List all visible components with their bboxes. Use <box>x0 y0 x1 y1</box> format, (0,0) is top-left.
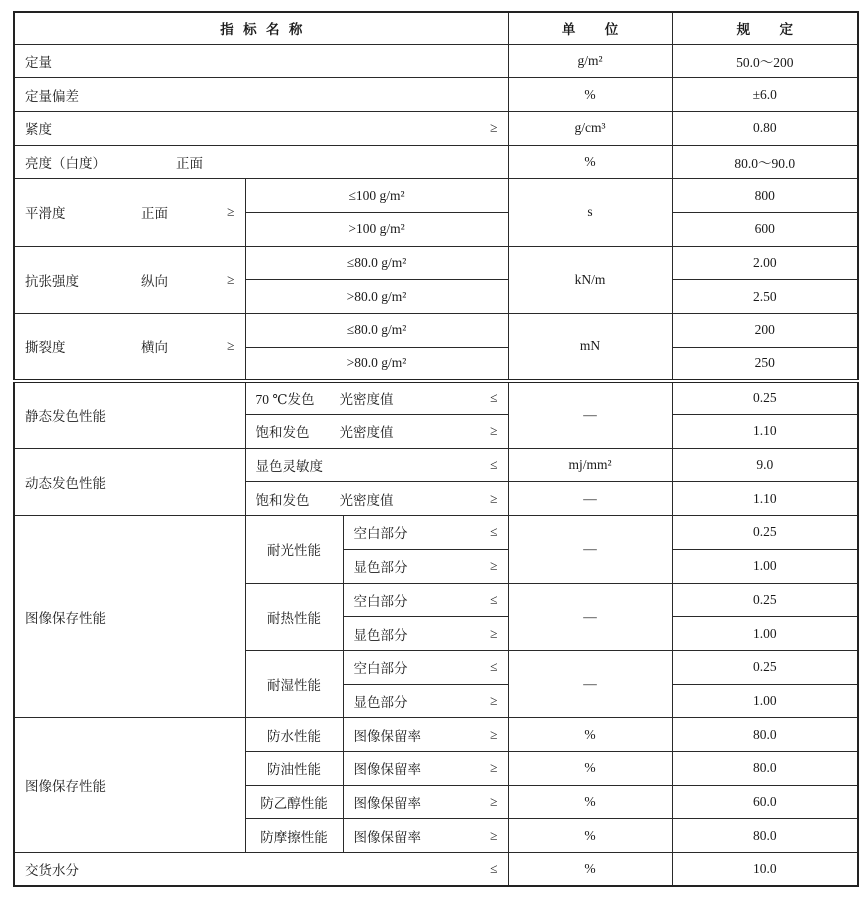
unit-cell: — <box>508 516 672 583</box>
sub-indicator-cell <box>343 516 508 550</box>
sub-indicator-label: 空白部分 <box>353 526 408 542</box>
unit-cell: mN <box>508 314 672 381</box>
indicator-name-cell <box>14 145 508 179</box>
sub-indicator-label: 显色部分 <box>353 694 408 710</box>
indicator-name-cell <box>14 314 245 381</box>
unit-cell: g/cm³ <box>508 111 672 145</box>
comparison-symbol: ≥ <box>490 120 498 136</box>
test-group-name: 防水性能 <box>245 718 343 752</box>
condition-cell: ≤100 g/m² <box>245 179 508 213</box>
sub-indicator-cell <box>343 650 508 684</box>
value-cell: 800 <box>672 179 858 213</box>
test-group-name: 耐光性能 <box>245 516 343 583</box>
indicator-name-cell <box>14 111 508 145</box>
comparison-symbol: ≤ <box>490 861 498 877</box>
sub-indicator-measure: 光密度值 <box>339 492 394 508</box>
table-row <box>14 44 858 78</box>
comparison-symbol: ≥ <box>490 760 498 776</box>
unit-cell: % <box>508 78 672 112</box>
table-row <box>14 78 858 112</box>
sub-indicator-cell <box>343 617 508 651</box>
comparison-symbol: ≥ <box>227 271 235 287</box>
sub-indicator-label: 空白部分 <box>353 593 408 609</box>
sub-indicator-label: 图像保留率 <box>353 795 421 811</box>
unit-cell: % <box>508 853 672 887</box>
comparison-symbol: ≥ <box>227 204 235 220</box>
sub-indicator-cell <box>343 819 508 853</box>
table-row <box>14 246 858 280</box>
value-cell: 2.00 <box>672 246 858 280</box>
unit-cell: % <box>508 819 672 853</box>
value-cell: 80.0 <box>672 718 858 752</box>
table-row <box>14 381 858 415</box>
value-cell: 80.0～90.0 <box>672 145 858 179</box>
indicator-name: 图像保存性能 <box>14 718 245 853</box>
specification-table <box>13 11 859 887</box>
test-group-name: 防乙醇性能 <box>245 785 343 819</box>
test-group-name: 防油性能 <box>245 751 343 785</box>
sub-indicator-measure: 光密度值 <box>339 425 394 441</box>
value-cell: 1.00 <box>672 617 858 651</box>
indicator-name-cell <box>14 179 245 246</box>
indicator-name: 定量偏差 <box>14 78 508 112</box>
value-cell: 2.50 <box>672 280 858 314</box>
comparison-symbol: ≥ <box>490 692 498 708</box>
comparison-symbol: ≥ <box>490 827 498 843</box>
unit-cell: % <box>508 718 672 752</box>
unit-cell: mj/mm² <box>508 448 672 482</box>
indicator-name: 静态发色性能 <box>14 381 245 448</box>
sub-indicator-measure: 光密度值 <box>339 392 394 408</box>
value-cell: 0.25 <box>672 650 858 684</box>
unit-cell: % <box>508 751 672 785</box>
indicator-name-cell <box>14 246 245 313</box>
value-cell: 250 <box>672 347 858 381</box>
unit-cell: % <box>508 785 672 819</box>
indicator-name: 定量 <box>14 44 508 78</box>
test-group-name: 防摩擦性能 <box>245 819 343 853</box>
value-cell: 50.0～200 <box>672 44 858 78</box>
comparison-symbol: ≤ <box>490 390 498 406</box>
table-row <box>14 111 858 145</box>
value-cell: 1.00 <box>672 684 858 718</box>
value-cell: 1.10 <box>672 415 858 449</box>
sub-indicator-cell <box>245 448 508 482</box>
unit-cell: — <box>508 381 672 448</box>
condition-cell: >80.0 g/m² <box>245 347 508 381</box>
sub-indicator-label: 显色部分 <box>353 627 408 643</box>
unit-cell: — <box>508 482 672 516</box>
sub-indicator-cell <box>245 482 508 516</box>
condition-cell: >100 g/m² <box>245 212 508 246</box>
table-row <box>14 853 858 887</box>
indicator-name: 抗张强度 <box>25 273 79 289</box>
sub-indicator-label: 图像保留率 <box>353 829 421 845</box>
comparison-symbol: ≥ <box>227 338 235 354</box>
table-row <box>14 314 858 348</box>
table-row <box>14 179 858 213</box>
indicator-name: 紧度 <box>25 122 52 138</box>
table-row <box>14 145 858 179</box>
indicator-name-cell <box>14 853 508 887</box>
sub-indicator-label: 饱和发色 <box>255 425 310 441</box>
value-cell: 200 <box>672 314 858 348</box>
table-header-row <box>14 12 858 44</box>
indicator-name: 平滑度 <box>25 206 66 222</box>
header-indicator-name: 指 标 名 称 <box>14 12 508 44</box>
sub-indicator-cell <box>245 415 508 449</box>
comparison-symbol: ≤ <box>490 591 498 607</box>
indicator-name: 亮度（白度） <box>25 155 106 171</box>
sub-indicator-label: 显色部分 <box>353 560 408 576</box>
table-row <box>14 448 858 482</box>
sub-indicator-label: 图像保留率 <box>353 728 421 744</box>
value-cell: 0.25 <box>672 583 858 617</box>
unit-cell: — <box>508 650 672 717</box>
sub-indicator-cell <box>343 549 508 583</box>
table-row <box>14 718 858 752</box>
unit-cell: kN/m <box>508 246 672 313</box>
comparison-symbol: ≥ <box>490 423 498 439</box>
comparison-symbol: ≥ <box>490 490 498 506</box>
sub-indicator-cell <box>343 751 508 785</box>
value-cell: 0.25 <box>672 381 858 415</box>
condition-cell: ≤80.0 g/m² <box>245 314 508 348</box>
sub-indicator-cell <box>343 785 508 819</box>
unit-cell: — <box>508 583 672 650</box>
value-cell: 60.0 <box>672 785 858 819</box>
value-cell: 600 <box>672 212 858 246</box>
comparison-symbol: ≥ <box>490 558 498 574</box>
value-cell: ±6.0 <box>672 78 858 112</box>
indicator-direction: 正面 <box>141 206 168 222</box>
table-row <box>14 516 858 550</box>
sub-indicator-cell <box>245 381 508 415</box>
indicator-direction: 横向 <box>141 340 168 356</box>
condition-cell: ≤80.0 g/m² <box>245 246 508 280</box>
header-unit: 单 位 <box>508 12 672 44</box>
sub-indicator-label: 饱和发色 <box>255 492 310 508</box>
sub-indicator-cell <box>343 684 508 718</box>
value-cell: 0.80 <box>672 111 858 145</box>
indicator-name: 图像保存性能 <box>14 516 245 718</box>
value-cell: 80.0 <box>672 819 858 853</box>
value-cell: 9.0 <box>672 448 858 482</box>
value-cell: 80.0 <box>672 751 858 785</box>
indicator-name: 动态发色性能 <box>14 448 245 515</box>
unit-cell: g/m² <box>508 44 672 78</box>
value-cell: 1.10 <box>672 482 858 516</box>
value-cell: 10.0 <box>672 853 858 887</box>
sub-indicator-label: 70 ℃发色 <box>255 392 315 408</box>
indicator-side: 正面 <box>176 155 203 171</box>
sub-indicator-label: 空白部分 <box>353 661 408 677</box>
comparison-symbol: ≤ <box>490 659 498 675</box>
condition-cell: >80.0 g/m² <box>245 280 508 314</box>
comparison-symbol: ≤ <box>490 524 498 540</box>
value-cell: 1.00 <box>672 549 858 583</box>
test-group-name: 耐热性能 <box>245 583 343 650</box>
comparison-symbol: ≤ <box>490 457 498 473</box>
sub-indicator-cell <box>343 718 508 752</box>
comparison-symbol: ≥ <box>490 726 498 742</box>
indicator-name: 撕裂度 <box>25 340 66 356</box>
indicator-name: 交货水分 <box>25 863 79 879</box>
header-requirement: 规 定 <box>672 12 858 44</box>
sub-indicator-label: 显色灵敏度 <box>255 459 323 475</box>
sub-indicator-label: 图像保留率 <box>353 762 421 778</box>
value-cell: 0.25 <box>672 516 858 550</box>
test-group-name: 耐湿性能 <box>245 650 343 717</box>
sub-indicator-cell <box>343 583 508 617</box>
indicator-direction: 纵向 <box>141 273 168 289</box>
unit-cell: % <box>508 145 672 179</box>
unit-cell: s <box>508 179 672 246</box>
comparison-symbol: ≥ <box>490 625 498 641</box>
comparison-symbol: ≥ <box>490 793 498 809</box>
